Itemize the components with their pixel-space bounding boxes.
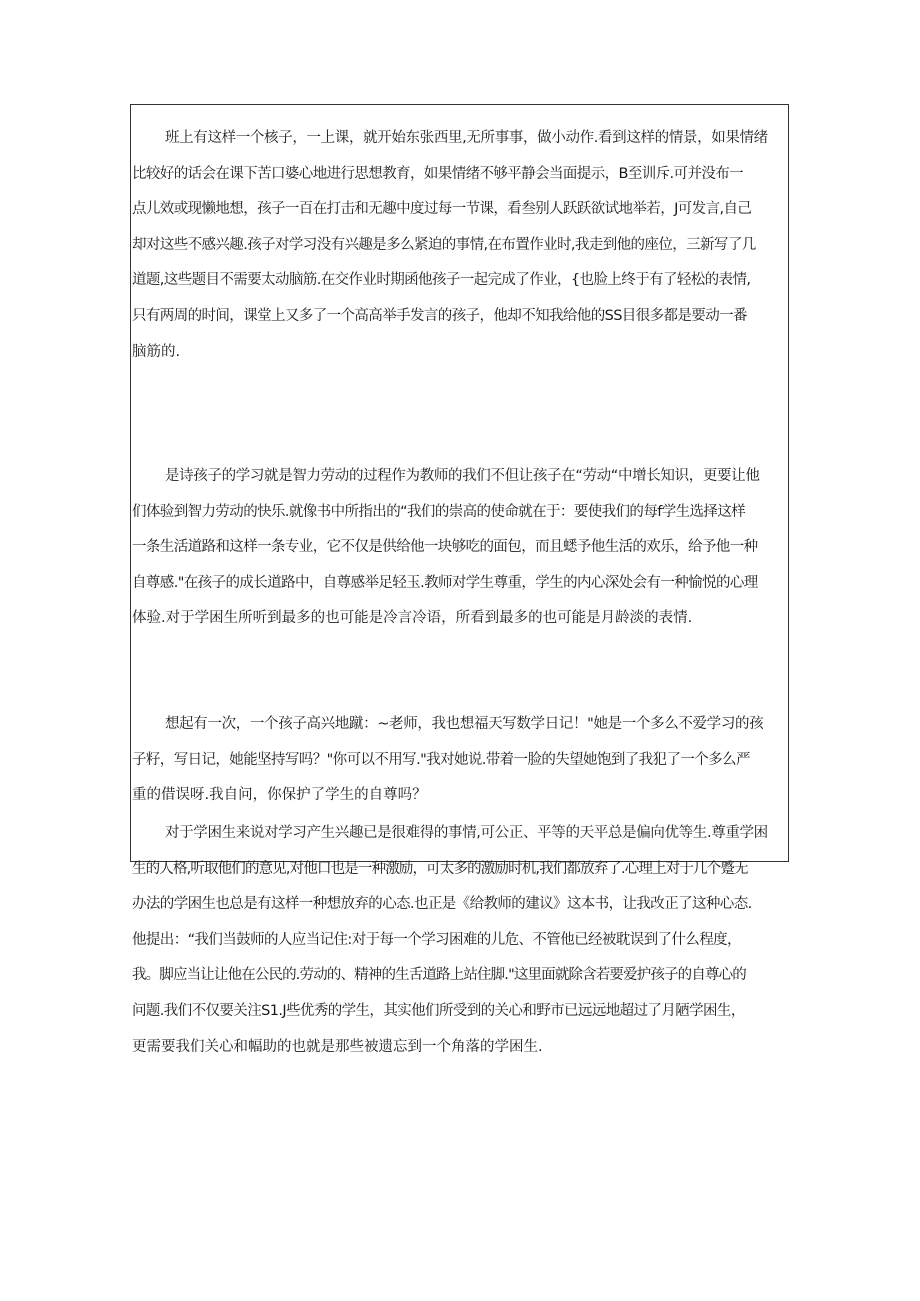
paragraph-line: 重的借误呀.我自问，你保护了学生的自尊吗？ — [132, 787, 427, 804]
paragraph-1 — [132, 121, 792, 370]
paragraph-line: 一条生活道路和这样一条专业，它不仅是供给他一块够吃的面包，而且蟋予他生活的欢乐，给予他一种 — [132, 539, 758, 556]
paragraph-line: 自尊感."在孩子的成长道路中，自尊感举足轻玉.教师对学生尊重，学生的内心深处会有一种愉悦的心理 — [132, 574, 758, 591]
paragraph-line: 道题,这些题目不需要太动脑筋.在交作业时期函他孩子一起完成了作业，{也脸上终于有了轻松的表情, — [132, 272, 751, 289]
paragraph-line: 却对这些不感兴趣.孩子对学习没有兴趣是多么紧迫的事情,在布置作业时,我走到他的座位，三新写了几 — [132, 236, 756, 253]
paragraph-line: 问题.我们不仅要关注S1.J些优秀的学生，其实他们所受到的关心和野市已远远地超过了月陋学困生， — [132, 1002, 745, 1019]
paragraph-2 — [132, 459, 792, 637]
paragraph-line: 他提出：“我们当鼓师的人应当记住:对于每一个学习困难的儿危、不管他已经被耽误到了什么程度， — [132, 931, 741, 948]
paragraph-3 — [132, 707, 792, 814]
paragraph-line: 我。脚应当让让他在公民的.劳动的、精神的生舌道路上站住脚."这里面就除含若要爱护孩子的自尊心的 — [132, 967, 746, 984]
paragraph-line: 只有两周的时间，课堂上又多了一个高高举手发言的孩子，他却不知我给他的SS目很多都是要动一番 — [132, 307, 747, 324]
paragraph-line: 生的人格,听取他们的意见,对他口也是一种激励，可太多的激励时机,我们都放弃了.心理上对于几个蹙无 — [132, 860, 748, 877]
paragraph-line: 子籽，写日记，她能坚持写吗？"你可以不用写."我对她说.带着一脸的失望她饱到了我犯了一个多么严 — [132, 751, 750, 768]
paragraph-line: 体验.对于学困生所听到最多的也可能是冷言冷语，所看到最多的也可能是月龄淡的表情. — [132, 610, 693, 627]
paragraph-line: 点儿效或现懒地想，孩子一百在打击和无趣中度过每一节课，看叁别人跃跃欲试地举若，J可发言,自己 — [132, 201, 752, 218]
paragraph-line: 脑筋的. — [132, 343, 181, 360]
paragraph-line: 办法的学困生也总是有这样一种想放弃的心态.也正是《给教师的建议》这本书，让我改正了这种心态. — [132, 896, 752, 913]
paragraph-4 — [132, 816, 792, 1065]
paragraph-line: 们体验到智力劳动的快乐.就像书中所指出的“我们的崇高的使命就在于：要使我们的每f学生选择这样 — [132, 503, 746, 520]
paragraph-line: 更需要我们关心和幅助的也就是那些被遗忘到一个角落的学困生. — [132, 1038, 543, 1055]
paragraph-line: 想起有一次，一个孩子高兴地蹴：~老师，我也想福天写数学日记！"她是一个多么不爱学习的孩 — [165, 716, 764, 732]
paragraph-line: 班上有这样一个核子，一上课，就开始东张西里,无所事事，做小动作.看到这样的情景，如果情绪 — [165, 130, 768, 146]
paragraph-line: 对于学困生来说对学习产生兴趣已是很难得的事情,可公正、平等的天平总是偏向优等生.尊重学困 — [165, 825, 768, 841]
paragraph-line: 比较好的话会在课下苦口婆心地进行思想教育，如果情绪不够平静会当面提示，B至训斥.可并没布一 — [132, 165, 744, 182]
paragraph-line: 是诗孩子的学习就是智力劳动的过程作为教师的我们不但让孩子在“劳动“中增长知识，更要让他 — [165, 468, 760, 484]
